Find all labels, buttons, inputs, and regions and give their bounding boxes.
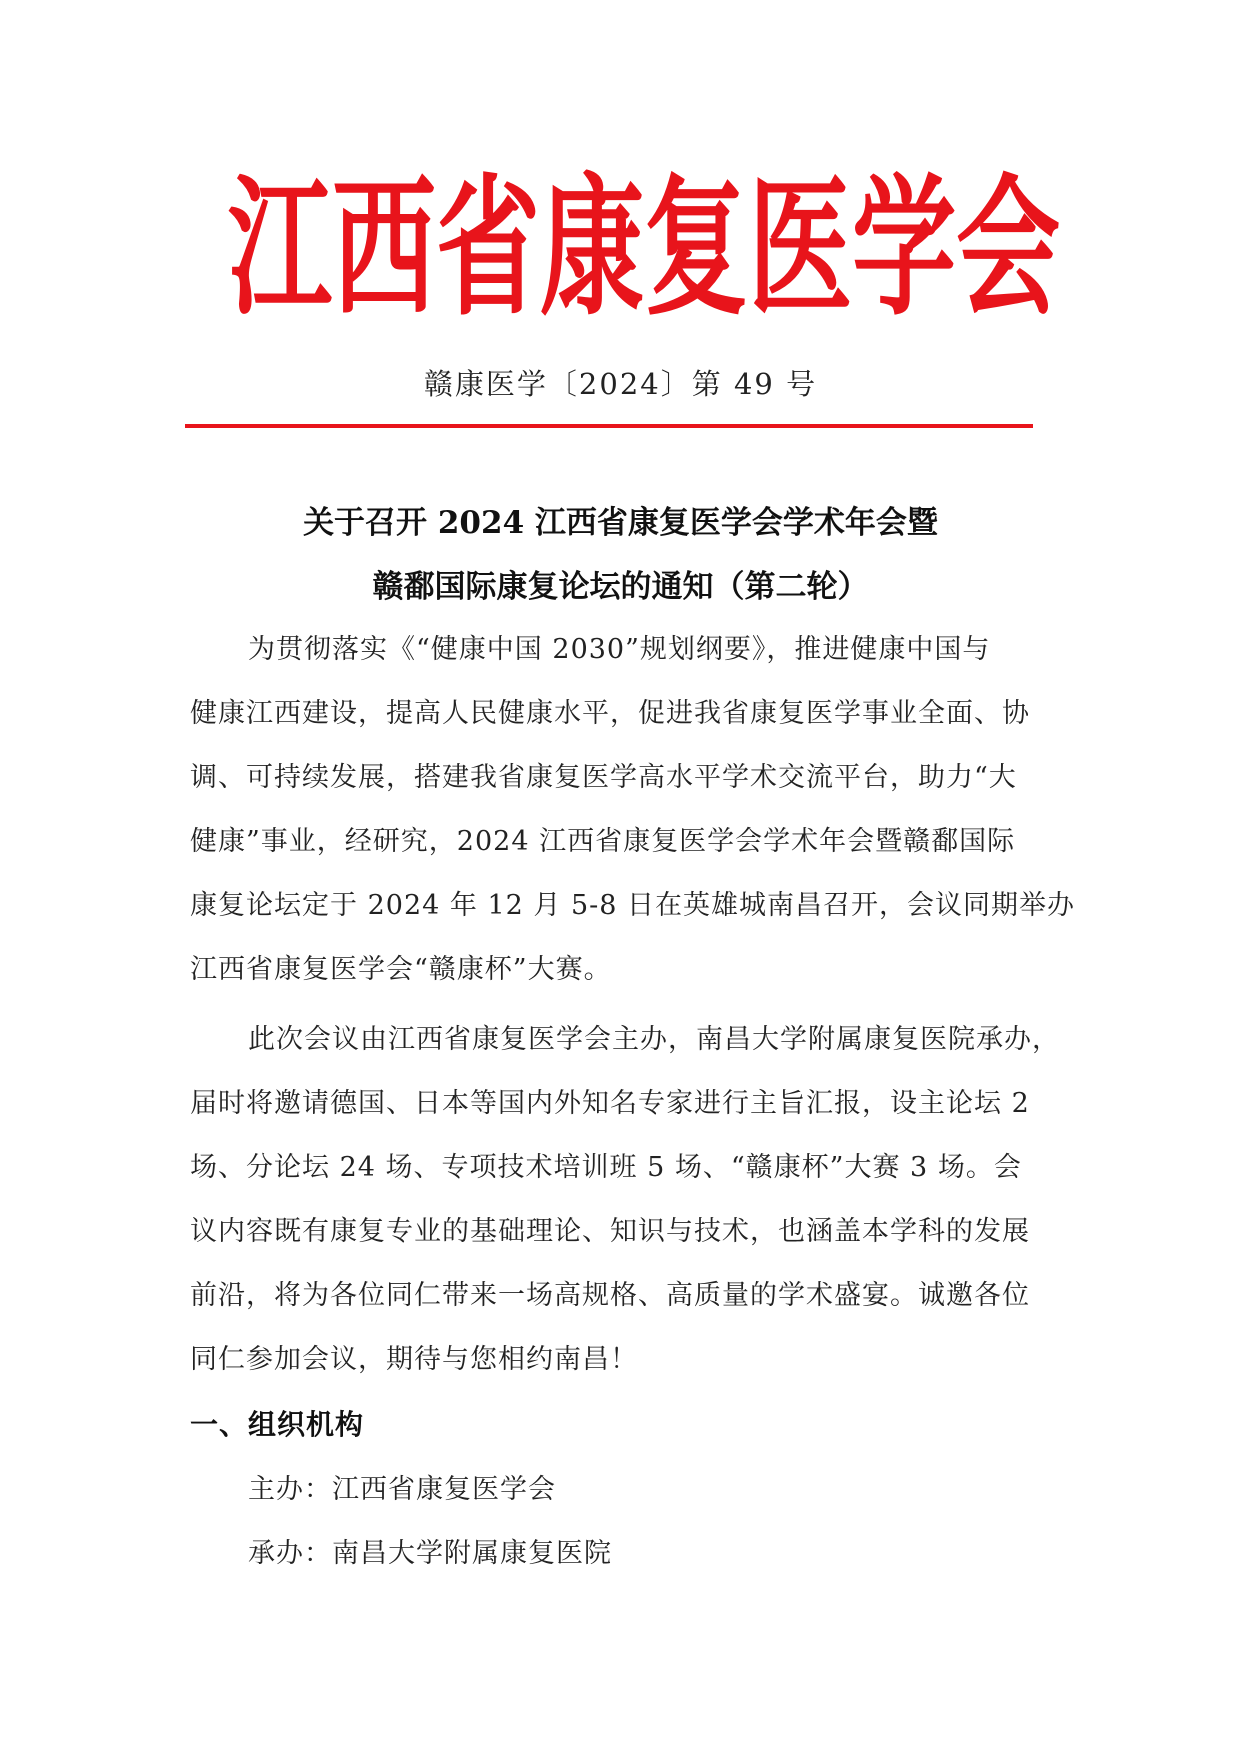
paragraph-2-line: 同仁参加会议，期待与您相约南昌！: [190, 1344, 638, 1375]
paragraph-1-line: 康复论坛定于 2024 年 12 月 5-8 日在英雄城南昌召开，会议同期举办: [190, 890, 1076, 921]
masthead-char: 学: [852, 159, 957, 337]
masthead-char: 西: [332, 159, 437, 337]
paragraph-2-line: 议内容既有康复专业的基础理论、知识与技术，也涵盖本学科的发展: [190, 1216, 1030, 1247]
paragraph-1-line: 健康江西建设，提高人民健康水平，促进我省康复医学事业全面、协: [190, 698, 1030, 729]
organizer-item: 主办：江西省康复医学会: [248, 1474, 556, 1505]
paragraph-1-line: 健康”事业，经研究，2024 江西省康复医学会学术年会暨赣鄱国际: [190, 826, 1016, 857]
masthead-char: 复: [644, 159, 749, 337]
paragraph-2-line: 场、分论坛 24 场、专项技术培训班 5 场、“赣康杯”大赛 3 场。会: [190, 1152, 1022, 1183]
document-title-line-1: 关于召开 2024 江西省康复医学会学术年会暨: [303, 505, 938, 541]
masthead: [228, 159, 1061, 337]
document-title-line-2: 赣鄱国际康复论坛的通知（第二轮）: [372, 569, 869, 605]
paragraph-1-line: 江西省康复医学会“赣康杯”大赛。: [190, 954, 612, 985]
masthead-char: 江: [228, 159, 333, 337]
masthead-char: 省: [436, 159, 541, 337]
paragraph-2-line: 前沿，将为各位同仁带来一场高规格、高质量的学术盛宴。诚邀各位: [190, 1280, 1030, 1311]
masthead-char: 会: [956, 159, 1061, 337]
document-number: 赣康医学〔2024〕第 49 号: [423, 367, 818, 401]
paragraph-2-line: 届时将邀请德国、日本等国内外知名专家进行主旨汇报，设主论坛 2: [190, 1088, 1030, 1119]
paragraph-2-line: 此次会议由江西省康复医学会主办，南昌大学附属康复医院承办，: [248, 1024, 1060, 1055]
paragraph-1-line: 调、可持续发展，搭建我省康复医学高水平学术交流平台，助力“大: [190, 762, 1017, 793]
red-divider-rule: [185, 424, 1033, 428]
organizer-item: 承办：南昌大学附属康复医院: [248, 1538, 612, 1569]
masthead-char: 康: [540, 159, 645, 337]
section-heading: 一、组织机构: [190, 1408, 365, 1441]
paragraph-1-line: 为贯彻落实《“健康中国 2030”规划纲要》，推进健康中国与: [248, 634, 991, 665]
masthead-char: 医: [748, 159, 853, 337]
